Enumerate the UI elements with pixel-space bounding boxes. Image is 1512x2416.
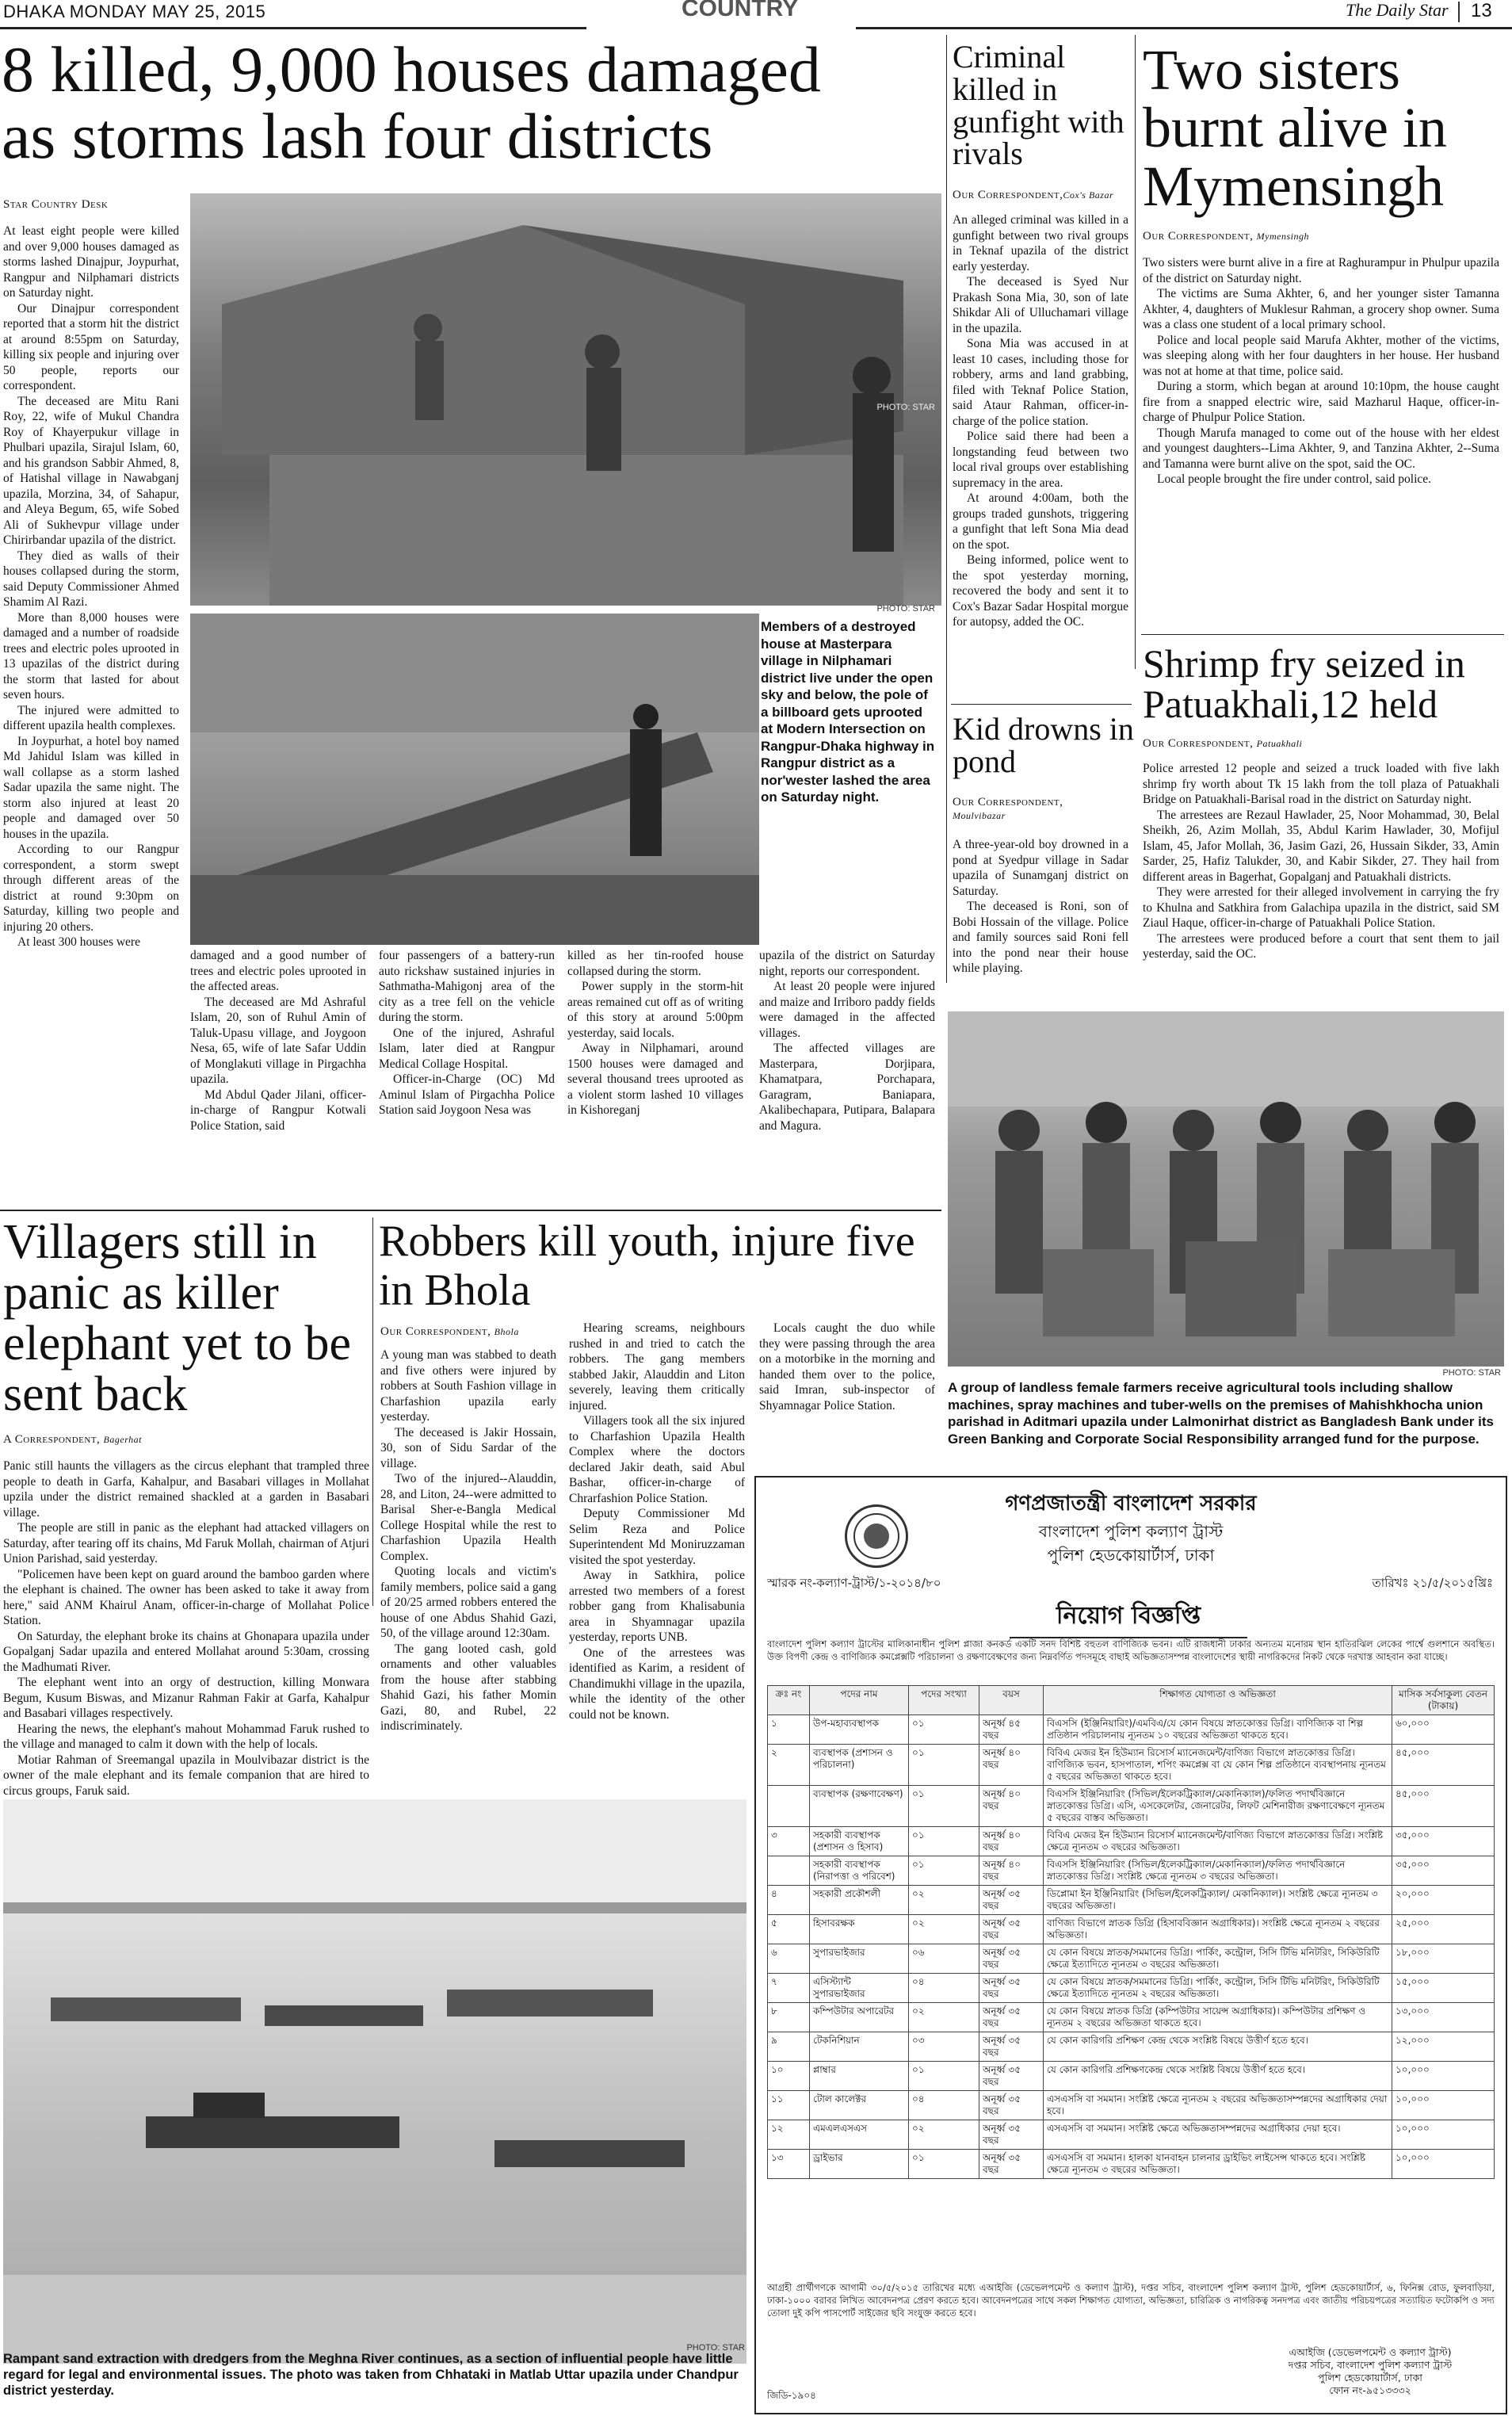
storms-col5: upazila of the district on Saturday night, reports our correspondent. At least 20 people were injured and maize and Irriboro paddy fields were damaged in the affected villages. The affected villages are Masterpara, Dorjipara, Khamatpara, Porchapara, Garagram, Baniapara, Akalibechapara, Putipara, Balapara and Magura. [759, 949, 935, 1133]
ad-table-row [768, 1915, 1495, 1944]
ad-table-cell: ৪৫,০০০ [1392, 1745, 1495, 1786]
ad-table-cell: ৮ [768, 2003, 810, 2032]
ad-table-row [768, 1745, 1495, 1786]
ad-table-cell: ০২ [909, 1915, 979, 1944]
ad-table-cell: ০১ [909, 1786, 979, 1827]
billboard-photo [190, 614, 759, 945]
gunfight-body: An alleged criminal was killed in a gunfight between two rival groups in Teknaf upazila of the district early yesterday. The deceased is Syed Nur Prakash Sona Mia, 30, son of late Shikdar Ali of Ulluchamari village in the upazila. Sona Mia was accused in at least 10 cases, including those for robbery, arms and land grabbing, filed with Teknaf Police Station, said Ataur Rahman, officer-in-charge of the police station. Police said there had been a longstanding feud between two local rival groups over establishing supremacy in the area. At around 4:00am, both the groups traded gunshots, triggering a gunfight that left Sona Mia dead on the spot. Being informed, police went to the spot yesterday morning, recovered the body and sent it to Cox's Bazar Sadar Hospital morgue for autopsy, added the OC. [953, 213, 1128, 629]
ad-table-cell: ০১ [909, 1827, 979, 1856]
robbers-col3: Locals caught the duo while they were passing through the area on a motorbike in the morning and handed them over to the police, said Imran, sub-inspector of Shyamnagar Police Station. [759, 1321, 935, 1413]
ad-table-cell: অনূর্ধ্ব ৪০ বছর [979, 1856, 1044, 1886]
storms-col1: At least eight people were killed and over 9,000 houses damaged as storms lashed Dinajpur, Joypurhat, Rangpur and Nilphamari districts on Saturday night. Our Dinajpur correspondent reported that a storm hit the district at around 8:55pm on Saturday, killing six people and injuring over 50 people, reports our correspondent. The deceased are Mitu Rani Roy, 22, wife of Mukul Chandra Roy of Khayerpukur village in Phulbari upazila, Sirajul Islam, 60, and his grandson Sabbir Ahmed, 8, of Hatishal village in Nawabganj upazila, Morzina, 34, of Sahapur, and Aleya Begum, 65, wife Sobed Ali of Sukhevpur village under Chirirbandar upazila of the district. They died as walls of their houses collapsed during the storm, said Deputy Commissioner Ahmed Shamim Al Razi. More than 8,000 houses were damaged and a number of roadside trees and electric poles uprooted in 13 upazilas of the district during the storm that lasted for about seven hours. The injured were admitted to different upazila health complexes. In Joypurhat, a hotel boy named Md Jahidul Islam was killed in wall collapse as a storm lashed Sadar upazila the same night. The storm also injured at least 20 people and damaged over 50 houses in the upazila. According to our Rangpur correspondent, a storm swept through different areas of the district at round 9:30pm on Saturday, killing two people and injuring 20 others. At least 300 houses were [3, 224, 179, 949]
ad-table-cell: অনূর্ধ্ব ৩৫ বছর [979, 1974, 1044, 2003]
ad-table-cell: ১৩ [768, 2150, 810, 2179]
ad-table-cell: অনূর্ধ্ব ৩৫ বছর [979, 1944, 1044, 1974]
ad-table-cell: ১২,০০০ [1392, 2032, 1495, 2062]
ad-table-cell: যে কোন বিষয়ে স্নাতক/সমমানের ডিগ্রি। পার্কিং, কন্ট্রোল, সিসি টিভি মনিটরিং, সিকিউরিটি ক্ষেত্রে ইত্যাদিতে ন্যূনতম ২ বছরের অভিজ্ঞতা। [1044, 1974, 1392, 2003]
page-header [0, 0, 1512, 24]
ad-table-cell: যে কোন কারিগরি প্রশিক্ষণকেন্দ্র থেকে সংশ্লিষ্ট বিষয়ে উত্তীর্ণ হতে হবে। [1044, 2062, 1392, 2091]
ad-table-cell: ব্যবস্থাপক (রক্ষণাবেক্ষণ) [810, 1786, 909, 1827]
ad-table-cell: বাণিজ্য বিভাগে স্নাতক ডিগ্রি (হিসাববিজ্ঞান অগ্রাধিকার)। সংশ্লিষ্ট ক্ষেত্রে ন্যূনতম ২ বছরের অভিজ্ঞতা। [1044, 1915, 1392, 1944]
ad-table-cell [768, 1856, 810, 1886]
drowns-byline: Our Correspondent, Moulvibazar [953, 796, 1063, 821]
ad-table-cell: বিএসসি (ইঞ্জিনিয়ারিং)/এমবিএ/যে কোন বিষয়ে স্নাতকোত্তর ডিগ্রি। বাণিজ্যিক বা শিল্প প্রতিষ্ঠান পরিচালনায় ন্যূনতম ১০ বছরের অভিজ্ঞতা থাকতে হবে। [1044, 1715, 1392, 1745]
storms-photo-caption: Members of a destroyed house at Masterpara village in Nilphamari district live under the open sky and below, the pole of a billboard gets uprooted at Modern Intersection on Rangpur-Dhaka highway in Rangpur district as a nor'wester lashed the area on Saturday night. [761, 619, 935, 805]
ad-signature: এআইজি (ডেভেলপমেন্ট ও কল্যাণ ট্রাস্ট) দপ্তর সচিব, বাংলাদেশ পুলিশ কল্যাণ ট্রাস্ট পুলিশ হেডকোয়ার্টার্স, ঢাকা ফোন নং-৯৫১৩৩৩২ [1288, 2346, 1453, 2396]
sisters-byline: Our Correspondent, Mymensingh [1143, 230, 1309, 243]
storms-headline [2, 33, 937, 172]
robbers-col1: A young man was stabbed to death and five others were injured by robbers at South Fashion village in Charfashion upazila early yesterday. The deceased is Jakir Hossain, 30, son of Sidu Sardar of the village. Two of the injured--Alauddin, 28, and Liton, 24--were admitted to Barisal Sher-e-Bangla Medical College Hospital while the rest to Charfashion Upazila Health Complex. Quoting locals and victim's family members, police said a gang of 20/25 armed robbers entered the house of one Abdus Shahid Gazi, 50, of the village around 12:30am. The gang looted cash, gold ornaments and other valuables from the house after stabbing Shahid Gazi, his father Momin Gazi, 80, and Rubel, 22 indiscriminately. [380, 1348, 556, 1733]
ad-table-cell: ৪ [768, 1886, 810, 1915]
meghna-photo-credit: PHOTO: STAR [686, 2343, 745, 2353]
storm-house-illustration [190, 193, 941, 606]
storms-headline-line2: as storms lash four districts [2, 99, 713, 172]
ad-table-cell: ০১ [909, 1715, 979, 1745]
ad-table-cell: যে কোন বিষয়ে স্নাতক/সমমানের ডিগ্রি। পার্কিং, কন্ট্রোল, সিসি টিভি মনিটরিং, সিকিউরিটি ক্ষেত্রে ইত্যাদিতে ন্যূনতম ৩ বছরের অভিজ্ঞতা। [1044, 1944, 1392, 1974]
ad-table-cell: বিএসসি ইঞ্জিনিয়ারিং (সিভিল/ইলেকট্রিক্যাল/মেকানিক্যাল)/ফলিত পদার্থবিজ্ঞানে স্নাতকোত্তর ডিগ্রি। সংশ্লিষ্ট ক্ষেত্রে ন্যূনতম ৩ বছরের অভিজ্ঞতা। [1044, 1856, 1392, 1886]
ad-table-cell: অনূর্ধ্ব ৪০ বছর [979, 1827, 1044, 1856]
ad-org: বাংলাদেশ পুলিশ কল্যাণ ট্রাস্ট [1038, 1522, 1224, 1541]
ad-table-cell [768, 1786, 810, 1827]
robbers-byline: Our Correspondent, Bhola [380, 1325, 519, 1338]
ad-table-cell: ৩ [768, 1827, 810, 1856]
ad-table-cell: টেকনিশিয়ান [810, 2032, 909, 2062]
ad-table-cell: অনূর্ধ্ব ৩৫ বছর [979, 2120, 1044, 2150]
ad-table-cell: ৭ [768, 1974, 810, 2003]
page-number: 13 [1471, 0, 1492, 21]
ad-table-cell: ০২ [909, 2003, 979, 2032]
meghna-photo-caption: Rampant sand extraction with dredgers from the Meghna River continues, as a section of influential people have little regard for legal and environmental issues. The photo was taken from Chhataki in Matlab Uttar upazila under Chandpur district yesterday. [3, 2352, 739, 2398]
sisters-body: Two sisters were burnt alive in a fire at Raghurampur in Phulpur upazila of the district on Saturday night. The victims are Suma Akhter, 6, and her younger sister Tamanna Akhter, 4, daughters of Muklesur Rahman, a grocery shop owner. Suma was a class one student of a local primary school. Police and local people said Marufa Akhter, mother of the victims, was sleeping along with her four daughters in her house. Her husband was not at home at that time, police said. During a storm, which began at around 10:10pm, the house caught fire from a snapped electric wire, said Mazharul Haque, officer-in-charge of Phulpur Police Station. Though Marufa managed to come out of the house with her eldest and youngest daughters--Lima Akhter, 9, and Tanzina Akhter, 2--Suma and Tamanna were burnt alive on the spot, said the OC. Local people brought the fire under control, said police. [1143, 256, 1499, 486]
ad-table-cell: এসিস্ট্যান্ট সুপারভাইজার [810, 1974, 909, 2003]
ad-table-cell: অনূর্ধ্ব ৩৫ বছর [979, 2150, 1044, 2179]
storms-headline-line1: 8 killed, 9,000 houses damaged [2, 33, 821, 105]
shrimp-body: Police arrested 12 people and seized a truck loaded with five lakh shrimp fry worth about Tk 15 lakh from the toll plaza of Patuakhali Bridge on Patuakhali-Barisal road in the district on Saturday night. The arrestees are Rezaul Hawlader, 25, Noor Mohammad, 30, Belal Sheikh, 26, Azim Mollah, 35, Abdul Karim Hawlader, 30, Mofijul Islam, 45, Jafor Mollah, 36, Jasim Gazi, 26, Hussain Sikder, 33, Amin Sarder, 25, Hafiz Talukder, 30, and Kabir Sikder, 27. They hail from different areas in Bagerhat, Gopalganj and Patuakhali districts. They were arrested for their alleged involvement in carrying the fry to Khulna and Satkhira from Galachipa upazila in the district, said SM Ziaul Haque, officer-in-charge of Patuakhali Police Station. The arrestees were produced before a court that sent them to jail yesterday, said the OC. [1143, 762, 1499, 961]
ad-table-row [768, 1856, 1495, 1886]
ad-table-cell: ১০,০০০ [1392, 2120, 1495, 2150]
ad-table-cell: ০৪ [909, 2091, 979, 2120]
ad-table-cell: ০৩ [909, 2032, 979, 2062]
ad-hq: পুলিশ হেডকোয়ার্টার্স, ঢাকা [1047, 1546, 1215, 1565]
drowns-headline: Kid drowns in pond [953, 711, 1134, 779]
ad-date: তারিখঃ ২১/৫/২০১৫খ্রিঃ [1372, 1576, 1493, 1590]
ad-table-cell: বিএসসি ইঞ্জিনিয়ারিং (সিভিল/ইলেকট্রিক্যাল/মেকানিক্যাল)/ফলিত পদার্থবিজ্ঞানে স্নাতকোত্তর ডিগ্রি। এসি, এসকেলেটর, জেনারেটর, লিফট মেশিনারীজ রক্ষণাবেক্ষণে ন্যূনতম ৫ বছরের বাস্তব অভিজ্ঞতা। [1044, 1786, 1392, 1827]
ad-table-cell: এসএসসি বা সমমান। সংশ্লিষ্ট ক্ষেত্রে অভিজ্ঞতাসম্পন্নদের অগ্রাধিকার দেয়া হবে। [1044, 2120, 1392, 2150]
ad-table-cell: সহকারী ব্যবস্থাপক (প্রশাসন ও হিসাব) [810, 1827, 909, 1856]
ad-table-row [768, 2062, 1495, 2091]
ad-table-cell: ৩৫,০০০ [1392, 1827, 1495, 1856]
ad-table-cell: ১৮,০০০ [1392, 1944, 1495, 1974]
farmers-illustration [948, 1011, 1504, 1367]
billboard-photo-credit: PHOTO: STAR [876, 604, 935, 614]
ad-table-cell: ১০,০০০ [1392, 2091, 1495, 2120]
gunfight-headline: Criminal killed in gunfight with rivals [953, 39, 1124, 172]
ad-table-cell: ১০ [768, 2062, 810, 2091]
ad-table-cell: অনূর্ধ্ব ৪০ বছর [979, 1745, 1044, 1786]
farmers-photo-caption: A group of landless female farmers receive agricultural tools including shallow machines, spray machines and tuber-wells on the premises of Mahishkhocha union parishad in Aditmari upazila under Lalmonirhat district as Bangladesh Bank under its Green Banking and Corporate Social Responsibility arranged fund for the purpose. [948, 1380, 1494, 1447]
robbers-col2: Hearing screams, neighbours rushed in and tried to catch the robbers. The gang members stabbed Jakir, Alauddin and Liton severely, leaving them critically injured. Villagers took all the six injured to Charfashion Upazila Health Complex where the doctors declared Jakir death, said Abul Bashar, officer-in-charge of Chrarfashion Police Station. Deputy Commissioner Md Selim Reza and Police Superintendent Md Moniruzzaman visited the spot yesterday. Away in Satkhira, police arrested two members of a forest robber gang from Khalisabunia area in Shyamnagar upazila yesterday, reports UNB. One of the arrestees was identified as Karim, a resident of Chandimukhi village in the upazila, while the identity of the other could not be known. [569, 1321, 745, 1722]
dateline: DHAKA MONDAY MAY 25, 2015 [3, 2, 266, 21]
ad-table-row [768, 2120, 1495, 2150]
ad-table-row [768, 2003, 1495, 2032]
ad-table-cell: এসএসসি বা সমমান। সংশ্লিষ্ট ক্ষেত্রে ন্যূনতম ২ বছরের অভিজ্ঞতাসম্পন্নদের অগ্রাধিকার দেয়া হবে। [1044, 2091, 1392, 2120]
ad-table-cell: অনূর্ধ্ব ৩৫ বছর [979, 1886, 1044, 1915]
ad-table-cell: ৬০,০০০ [1392, 1715, 1495, 1745]
ad-memo: স্মারক নং-কল্যাণ-ট্রাস্ট/১-২০১৪/৮০ [767, 1576, 941, 1590]
ad-table-cell: ০২ [909, 1886, 979, 1915]
ad-table-cell: অনূর্ধ্ব ৩৫ বছর [979, 1915, 1044, 1944]
ad-table-cell: ১৩,০০০ [1392, 2003, 1495, 2032]
ad-table-row [768, 2091, 1495, 2120]
ad-table-cell: ৬ [768, 1944, 810, 1974]
ad-table-cell: হিসাবরক্ষক [810, 1915, 909, 1944]
sisters-headline: Two sisters burnt alive in Mymensingh [1143, 38, 1447, 218]
ad-table-cell: ৫ [768, 1915, 810, 1944]
ad-table-cell: ১৫,০০০ [1392, 1974, 1495, 2003]
elephant-byline: A Correspondent, Bagerhat [3, 1433, 142, 1446]
ad-table-cell: প্লাম্বার [810, 2062, 909, 2091]
ad-table-cell: ০৪ [909, 1974, 979, 2003]
ad-intro: বাংলাদেশ পুলিশ কল্যাণ ট্রাস্টের মালিকানাধীন পুলিশ প্লাজা কনকর্ড একটি সনদ বিশিষ্ট বহুতল বাণিজ্যিক ভবন। এটি রাজধানী ঢাকার অন্যতম মনোরম স্থান হাতিরঝিল লেকের পার্শ্বে গুলশানে অবস্থিত। উক্ত বিপণী কেন্দ্র ও বাণিজ্যিক কমপ্লেক্সটি পরিচালনা ও রক্ষণাবেক্ষণের জন্য নিম্নবর্ণিত পদসমূহে বাছাই অভিজ্ঞতাসম্পন্ন বাংলাদেশের স্থায়ী নাগরিকদের নিকট থেকে দরখাস্ত আহবান করা যাচ্ছে। [767, 1638, 1495, 1662]
storms-byline: Star Country Desk [3, 198, 109, 211]
ad-table-cell: বিবিএ মেজর ইন হিউম্যান রিসোর্স ম্যানেজমেন্ট/বাণিজ্য বিভাগে স্নাতকোত্তর ডিগ্রি। সংশ্লিষ্ট ক্ষেত্রে ন্যূনতম ৩ বছরের অভিজ্ঞতা। [1044, 1827, 1392, 1856]
ad-table-cell: যে কোন বিষয়ে স্নাতক ডিগ্রি (কম্পিউটার সায়েন্স অগ্রাধিকার)। কম্পিউটার প্রশিক্ষণ ও ন্যূনতম ২ বছরের অভিজ্ঞতা থাকতে হবে। [1044, 2003, 1392, 2032]
ad-table-row [768, 1715, 1495, 1745]
ad-table-cell: ০২ [909, 2120, 979, 2150]
ad-title: নিয়োগ বিজ্ঞপ্তি [1010, 1596, 1247, 1638]
ad-table-cell: যে কোন কারিগরি প্রশিক্ষণ কেন্দ্র থেকে সংশ্লিষ্ট বিষয়ে উত্তীর্ণ হতে হবে। [1044, 2032, 1392, 2062]
ad-table-cell: সহকারী প্রকৌশলী [810, 1886, 909, 1915]
ad-table-cell: অনূর্ধ্ব ৩৫ বছর [979, 2032, 1044, 2062]
ad-table-cell: এমএলএসএস [810, 2120, 909, 2150]
ad-table-cell: ১ [768, 1715, 810, 1745]
shrimp-headline: Shrimp fry seized in Patuakhali,12 held [1143, 641, 1465, 726]
shrimp-byline: Our Correspondent, Patuakhali [1143, 737, 1303, 750]
ad-table-cell: উপ-মহাব্যবস্থাপক [810, 1715, 909, 1745]
ad-table-cell: সহকারী ব্যবস্থাপক (নিরাপত্তা ও পরিবেশ) [810, 1856, 909, 1886]
ad-table-cell: ০১ [909, 2062, 979, 2091]
storms-col2: damaged and a good number of trees and electric poles uprooted in the affected areas. The deceased are Md Ashraful Islam, 20, son of Ruhul Amin of Taluk-Upasu village, and Joygoon Nesa, 65, wife of late Safar Uddin of Monglakuti village in Pirgachha upazila. Md Abdul Qader Jilani, officer-in-charge of Rangpur Kotwali Police Station, said [190, 949, 366, 1133]
ad-table-cell: ২০,০০০ [1392, 1886, 1495, 1915]
ad-table-cell: ৯ [768, 2032, 810, 2062]
ad-table-row [768, 2032, 1495, 2062]
ad-table-row [768, 1974, 1495, 2003]
ad-table-cell: ১১ [768, 2091, 810, 2120]
ad-table-cell: ০৬ [909, 1944, 979, 1974]
ad-table-row [768, 1944, 1495, 1974]
ad-table-cell: ১২ [768, 2120, 810, 2150]
ad-table-row [768, 2150, 1495, 2179]
ad-table-header-row: ক্রঃ নং পদের নাম পদের সংখ্যা বয়স শিক্ষাগত যোগ্যতা ও অভিজ্ঞতা মাসিক সর্বসাকুল্য বেতন (টাকায়) [768, 1686, 1495, 1715]
ad-table-cell: ২৫,০০০ [1392, 1915, 1495, 1944]
ad-table-row [768, 1786, 1495, 1827]
elephant-body: Panic still haunts the villagers as the circus elephant that trampled three people to death in Garfa, Kahalpur, and Basabari villages in Mollahat upzila under the district remained shackled at a garden in Basabari village. The people are still in panic as the elephant had attacked villagers on Saturday, after tearing off its chains, Md Faruk Mollah, chairman of Atjuri Union Parishad, said yesterday. "Policemen have been kept on guard around the bamboo garden where the elephant is chained. The owner has been asked to take it away from here," said ANM Khairul Anam, officer-in-charge of Mollahat Police Station. On Saturday, the elephant broke its chains at Ghonapara upazila under Gopalganj Sadar upazila and entered Mollahat around 5:30am, crossing the Madhumati River. The elephant went into an orgy of destruction, killing Monwara Begum, Kusum Biswas, and Mizanur Rahman Fakir at Garfa, Kahalpur and Basabari villages respectively. Hearing the news, the elephant's mahout Mohammad Faruk rushed to the village and managed to calm it down with the help of locals. Motiar Rahman of Sreemangal upazila in Moulvibazar district is the owner of the male elephant and its female companion that are hired to circus groups, Faruk said. [3, 1459, 369, 1798]
ad-table-cell: ৩৫,০০০ [1392, 1856, 1495, 1886]
elephant-headline: Villagers still in panic as killer elephant yet to be sent back [3, 1215, 351, 1421]
ad-table-cell: ৪৫,০০০ [1392, 1786, 1495, 1827]
ad-table-cell: অনূর্ধ্ব ৩৫ বছর [979, 2091, 1044, 2120]
gunfight-byline: Our Correspondent,Cox's Bazar [953, 189, 1114, 201]
ad-table-cell: টোল কালেক্টর [810, 2091, 909, 2120]
ad-code: জিডি-১৯০৪ [767, 2390, 816, 2401]
masthead: The Daily Star [1346, 0, 1449, 20]
ad-table-cell: ২ [768, 1745, 810, 1786]
ad-table-cell: সুপারভাইজার [810, 1944, 909, 1974]
ad-table-cell: ০১ [909, 1745, 979, 1786]
farmers-photo [948, 1011, 1504, 1367]
ad-footer: আগ্রহী প্রার্থীগণকে আগামী ৩০/৫/২০১৫ তারিখের মধ্যে এআইজি (ডেভেলপমেন্ট ও কল্যাণ ট্রাস্ট), দপ্তর সচিব, বাংলাদেশ পুলিশ কল্যাণ ট্রাস্ট, পুলিশ হেডকোয়ার্টার্স, ৬, ফিনিক্স রোড, ফুলবাড়িয়া, ঢাকা-১০০০ বরাবর লিখিত আবেদনপত্র প্রেরণ করতে হবে। আবেদনপত্রের সাথে সকল শিক্ষাগত যোগ্যতা, অভিজ্ঞতা, চারিত্রিক ও নাগরিকত্ব সনদপত্র এবং জাতীয় পরিচয়পত্রের সত্যায়িত ফটোকপি ও সদ্য তোলা দুই কপি পাসপোর্ট সাইজের ছবি সংযুক্ত করতে হবে। [767, 2282, 1495, 2319]
ad-table-cell: ০১ [909, 1856, 979, 1886]
storm-house-photo-credit: PHOTO: STAR [876, 403, 935, 412]
ad-table-cell: ডিপ্লোমা ইন ইঞ্জিনিয়ারিং (সিভিল/ইলেকট্রিক্যাল/ মেকানিক্যাল)। সংশ্লিষ্ট ক্ষেত্রে ন্যূনতম ৩ বছরের অভিজ্ঞতা। [1044, 1886, 1392, 1915]
ad-table-cell: কম্পিউটার অপারেটর [810, 2003, 909, 2032]
storms-col3: four passengers of a battery-run auto rickshaw sustained injuries in Sathmatha-Mahigonj area of the city as a tree fell on the vehicle during the storm. One of the injured, Ashraful Islam, later died at Rangpur Medical Collage Hospital. Officer-in-Charge (OC) Md Aminul Islam of Pirgachha Police Station said Joygoon Nesa was [379, 949, 555, 1117]
ad-table-cell: এসএসসি বা সমমান। হালকা যানবাহন চালনার ড্রাইভিং লাইসেন্স থাকতে হবে। সংশ্লিষ্ট ক্ষেত্রে ন্যূনতম ৩ বছরের অভিজ্ঞতা। [1044, 2150, 1392, 2179]
ad-table-cell: ড্রাইভার [810, 2150, 909, 2179]
billboard-illustration [190, 614, 759, 945]
ad-table-cell: ১০,০০০ [1392, 2062, 1495, 2091]
ad-table-cell: অনূর্ধ্ব ৩৫ বছর [979, 2062, 1044, 2091]
ad-table-cell: অনূর্ধ্ব ৪৫ বছর [979, 1715, 1044, 1745]
meghna-photo [3, 1799, 746, 2364]
recruitment-ad [754, 1476, 1507, 2414]
ad-table-cell: বিবিএ মেজর ইন হিউম্যান রিসোর্স ম্যানেজমেন্ট/বাণিজ্য বিভাগে স্নাতকোত্তর ডিগ্রি। বাণিজ্যিক ভবন, হাসপাতাল, শপিং কমপ্লেক্স বা যে কোন শিল্প প্রতিষ্ঠানে ব্যবস্থাপনায় ন্যূনতম ৫ বছরের অভিজ্ঞতা থাকতে হবে। [1044, 1745, 1392, 1786]
ad-table [767, 1685, 1495, 2179]
meghna-illustration [3, 1799, 746, 2364]
ad-table-cell: অনূর্ধ্ব ৩৫ বছর [979, 2003, 1044, 2032]
storms-col4: killed as her tin-roofed house collapsed during the storm. Power supply in the storm-hit areas remained cut off as of writing of this story at around 5:00pm yesterday, said locals. Away in Nilphamari, around 1500 houses were damaged and several thousand trees uprooted as a violent storm lashed 10 villages in Kishoreganj [567, 949, 743, 1117]
storm-house-photo [190, 193, 941, 606]
ad-table-row [768, 1827, 1495, 1856]
ad-table-row [768, 1886, 1495, 1915]
drowns-body: A three-year-old boy drowned in a pond at Syedpur village in Sadar upazila of Sunamganj district on Saturday. The deceased is Roni, son of Bobi Hossain of the village. Police and family sources said Roni fell into the pond near their house while playing. [953, 838, 1128, 975]
ad-table-cell: অনূর্ধ্ব ৪০ বছর [979, 1786, 1044, 1827]
farmers-photo-credit: PHOTO: STAR [1442, 1368, 1501, 1378]
ad-table-cell: ১০,০০০ [1392, 2150, 1495, 2179]
section-label: COUNTRY [682, 0, 799, 21]
robbers-headline: Robbers kill youth, injure five in Bhola [379, 1217, 915, 1315]
ad-table-cell: ব্যবস্থাপক (প্রশাসন ও পরিচালনা) [810, 1745, 909, 1786]
ad-govt-title: গণপ্রজাতন্ত্রী বাংলাদেশ সরকার [1005, 1492, 1257, 1516]
ad-table-cell: ০১ [909, 2150, 979, 2179]
